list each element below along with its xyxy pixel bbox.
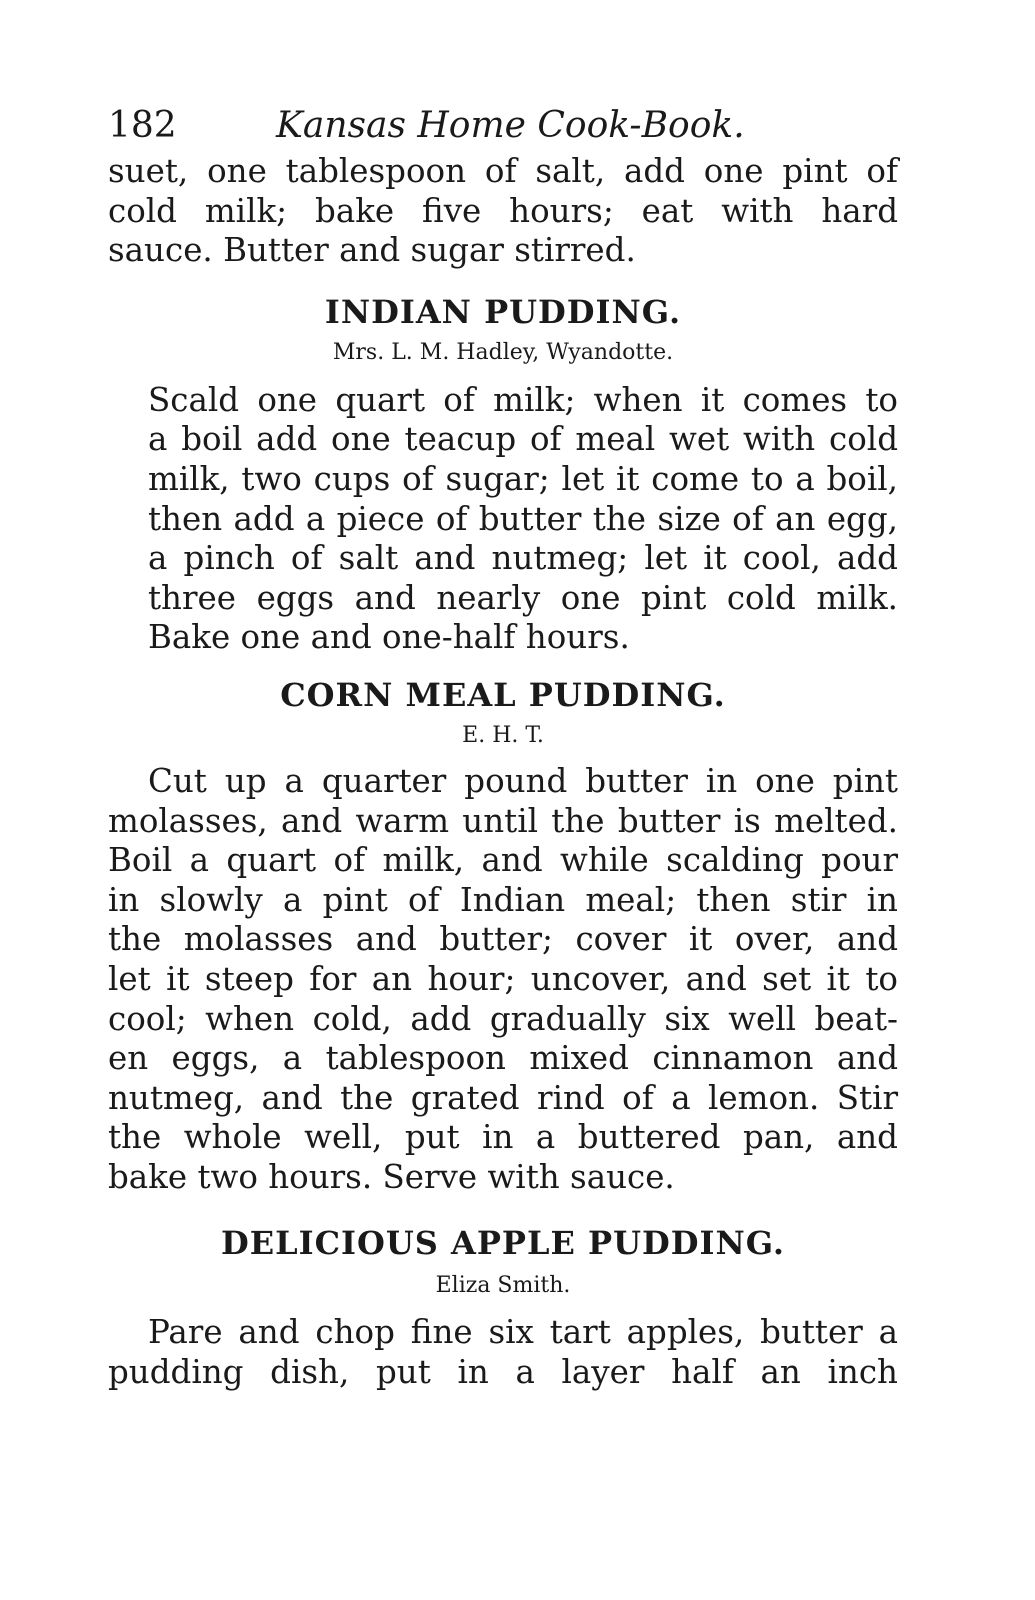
text-line: then add a piece of butter the size of an egg, [148,499,898,538]
text-line: the whole well, put in a buttered pan, and [108,1118,898,1157]
recipe-body-delicious-apple-pudding [108,1313,898,1392]
text-line: three eggs and nearly one pint cold milk. [148,578,898,617]
recipe-contributor: Eliza Smith. [435,1273,571,1299]
text-line: milk, two cups of sugar; let it come to a boil, [148,459,898,498]
recipe-body-corn-meal-pudding [108,762,898,1198]
text-line: molasses, and warm until the butter is melted. [108,801,898,840]
running-head [108,100,898,152]
recipe-contributor: Mrs. L. M. Hadley, Wyandotte. [332,339,674,365]
recipe-title-indian-pudding: INDIAN PUDDING. [324,292,682,331]
page-number: 182 [108,105,177,146]
running-title: Kansas Home Cook-Book. [276,105,745,146]
text-line: a pinch of salt and nutmeg; let it cool, add [148,539,898,578]
text-line: Pare and chop fine six tart apples, butter a [148,1313,898,1352]
text-line: in slowly a pint of Indian meal; then stir in [108,880,898,919]
text-line: pudding dish, put in a layer half an inch [108,1353,898,1392]
text-line: Scald one quart of milk; when it comes to [148,380,898,419]
book-page [108,100,898,1393]
text-line: let it steep for an hour; uncover, and set it to [108,959,898,998]
recipe-title-corn-meal-pudding: CORN MEAL PUDDING. [280,675,726,714]
recipe-body-indian-pudding [108,381,898,658]
text-line: Bake one and one-half hours. [148,618,630,657]
recipe-title-delicious-apple-pudding: DELICIOUS APPLE PUDDING. [220,1224,786,1263]
text-line: bake two hours. Serve with sauce. [108,1157,675,1196]
text-line: cool; when cold, add gradually six well beat- [108,999,898,1038]
text-line: suet, one tablespoon of salt, add one pint of [108,152,898,190]
text-line: cold milk; bake five hours; eat with hard [108,191,898,230]
text-line: a boil add one teacup of meal wet with cold [148,420,898,459]
recipe-contributor: E. H. T. [462,722,544,748]
text-line: Cut up a quarter pound butter in one pint [148,761,898,800]
text-line: sauce. Butter and sugar stirred. [108,231,636,270]
text-line: the molasses and butter; cover it over, and [108,920,898,959]
text-line: Boil a quart of milk, and while scalding pour [108,841,898,880]
text-line: en eggs, a tablespoon mixed cinnamon and [108,1039,898,1078]
text-line: nutmeg, and the grated rind of a lemon. Stir [108,1078,898,1117]
continuation-paragraph [108,152,898,271]
